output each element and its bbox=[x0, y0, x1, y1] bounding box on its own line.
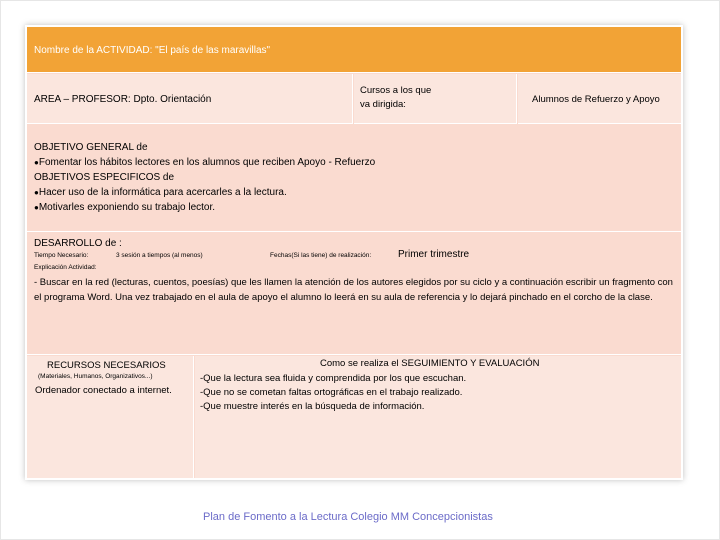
objetivo-especifico-item bbox=[34, 200, 681, 215]
tiempo-fechas-line bbox=[34, 251, 673, 263]
cursos-label bbox=[354, 74, 517, 124]
objetivo-especifico-text: Motivarles exponiendo su trabajo lector. bbox=[38, 202, 216, 213]
recursos-heading: RECURSOS NECESARIOS bbox=[47, 360, 166, 371]
objetivo-especifico-text: Hacer uso de la informática para acercarles a la lectura. bbox=[38, 187, 287, 198]
bullet-icon: ● bbox=[34, 203, 39, 212]
bullet-icon: ● bbox=[34, 158, 39, 167]
tiempo-value: 3 sesión a tiempos (al menos) bbox=[116, 252, 203, 259]
objetivo-general-item bbox=[34, 155, 681, 170]
seguimiento-item: -Que la lectura sea fluida y comprendida por los que escuchan. bbox=[200, 373, 467, 384]
cursos-line-2: va dirigida: bbox=[360, 99, 406, 110]
seguimiento-section bbox=[195, 356, 681, 478]
cursos-line-1: Cursos a los que bbox=[360, 85, 432, 96]
bullet-icon: ● bbox=[34, 188, 39, 197]
recursos-section bbox=[27, 356, 194, 478]
objetivo-especifico-item bbox=[34, 185, 681, 200]
alumnos-target: Alumnos de Refuerzo y Apoyo bbox=[518, 74, 681, 124]
recursos-value: Ordenador conectado a internet. bbox=[35, 385, 172, 396]
objetivos-section bbox=[27, 125, 681, 232]
desarrollo-heading: DESARROLLO de : bbox=[34, 238, 122, 249]
objetivo-general-text: Fomentar los hábitos lectores en los alumnos que reciben Apoyo - Refuerzo bbox=[38, 157, 376, 168]
recursos-subheading: (Materiales, Humanos, Organizativos...) bbox=[38, 373, 153, 380]
seguimiento-heading: Como se realiza el SEGUIMIENTO Y EVALUACIÓN bbox=[320, 358, 540, 369]
seguimiento-item: -Que no se cometan faltas ortográficas en el trabajo realizado. bbox=[200, 387, 463, 398]
activity-form bbox=[25, 25, 683, 480]
area-profesor: AREA – PROFESOR: Dpto. Orientación bbox=[27, 74, 353, 124]
footer-text: Plan de Fomento a la Lectura Colegio MM Concepcionistas bbox=[203, 511, 493, 523]
tiempo-label: Tiempo Necesario: bbox=[34, 252, 89, 259]
seguimiento-item: -Que muestre interés en la búsqueda de información. bbox=[200, 401, 425, 412]
desarrollo-section bbox=[27, 233, 681, 355]
objetivo-general-heading: OBJETIVO GENERAL de bbox=[34, 142, 148, 153]
desarrollo-text: - Buscar en la red (lecturas, cuentos, poesías) que les llamen la atención de los autores elegidos por su ciclo y a continuación escribir un fragmento con el programa Word. Una vez trabajado en el aula de apoyo el alumno lo leerá en su aula de referencia y lo dejará pinchado en el corcho de la clase. bbox=[34, 277, 673, 303]
seguimiento-list bbox=[200, 372, 466, 414]
activity-title: Nombre de la ACTIVIDAD: "El país de las maravillas" bbox=[27, 27, 681, 73]
objetivos-especificos-heading: OBJETIVOS ESPECIFICOS de bbox=[34, 172, 175, 183]
fechas-value: Primer trimestre bbox=[398, 249, 470, 260]
explicacion-label: Explicación Actividad: bbox=[34, 264, 97, 271]
fechas-label: Fechas(Si las tiene) de realización: bbox=[270, 252, 372, 259]
